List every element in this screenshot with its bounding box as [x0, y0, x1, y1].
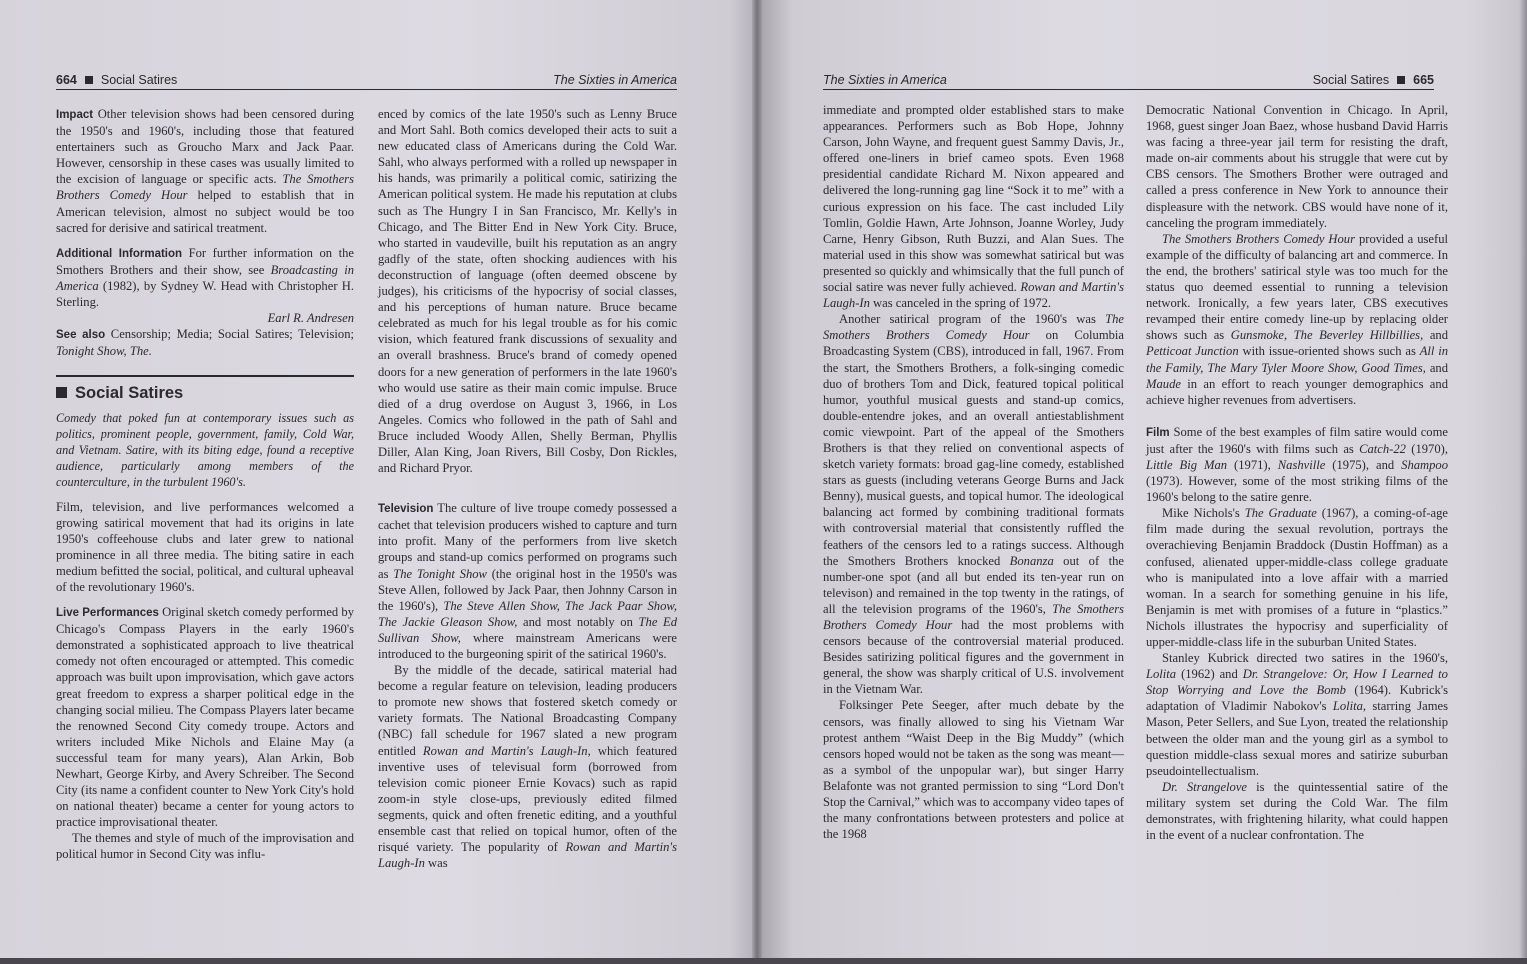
graduate-paragraph: Mike Nichols's The Graduate (1967), a coming-of-age film made during the sexual revolution, portrays the overachieving Benjamin Braddock (Dustin Hoffman) as a confused, alienated upper-middle-class college graduate who is manipulated into a love affair with a married woman. In a search for something genuine in his life, Benjamin is met with promises of a future in “plastics.” Nichols illustrates the hypocrisy and superficiality of upper-middle-class life in the suburban United States.: [1146, 506, 1448, 649]
television-paragraph: Television The culture of live troupe comedy possessed a cachet that television producers wished to capture and turn into profit. Many of the performers from live sketch groups and stand-up comics performed on programs such as The Tonight Show (the original host in the 1950's was Steve Allen, followed by Jack Paar, then Johnny Carson in the 1960's), The Steve Allen Show, The Jack Paar Show, The Jackie Gleason Show, and most notably on The Ed Sullivan Show, where mainstream Americans were introduced to the burgeoning spirit of the satirical 1960's.: [378, 501, 678, 661]
square-bullet-icon: [1397, 76, 1405, 84]
right-header-book-title: The Sixties in America: [823, 73, 947, 87]
comics-paragraph: enced by comics of the late 1950's such as Lenny Bruce and Mort Sahl. Both comics developed their acts to suit a new educated class of Americans during the Cold War. Sahl, who always performed with a rolled up newspaper in his hands, was primarily a political comic, satirizing the American political system. He made his reputation at clubs such as The Hungry I in San Francisco, Mr. Kelly's in Chicago, and The Bitter End in New York City. Bruce, who started in vaudeville, built his reputation as an angry gadfly of the state, often shocking audiences with his deconstruction of language (often deemed obscene by judges), his criticisms of the hypocrisy of social classes, and his perceptions of human nature. Bruce became celebrated as much for his legal trouble as for his comic vision, which featured frank discussions of sexuality and an overall brashness. Bruce's brand of comedy opened doors for a new generation of performers in the late 1960's who would use satire as their main comic impulse. Bruce died of a drug overdose on August 3, 1966, in Los Angeles. Comics who followed in the path of Sahl and Bruce included Woody Allen, Shelly Berman, Phyllis Diller, Alan King, Joan Rivers, Bill Cosby, Don Rickles, and Richard Pryor.: [378, 107, 677, 476]
live-performances-paragraph: Live Performances Original sketch comedy performed by Chicago's Compass Players in the early 1960's demonstrated a sophisticated approach to live theatrical comedy not often encouraged or attempted. This comedic approach was built upon improvisation, which gave actors great freedom to express a sharper political edge in the changing social milieu. The Compass Players later became the renowned Second City comedy troupe. Actors and writers included Mike Nichols and Elaine May (a successful team for many years), Alan Arkin, Bob Newhart, George Kirby, and Avery Schreiber. The Second City (its name a confident counter to New York City's hold on national theater) became a center for young actors to practice improvisational theater.: [56, 605, 354, 830]
mid-decade-paragraph: By the middle of the decade, satirical material had become a regular feature on television, leading producers to promote new shows that fostered sketch comedy or variety formats. The National Broadcasting Company (NBC) fall schedule for 1967 slated a new program entitled Rowan and Martin's Laugh-In, which featured inventive uses of televisual form (borrowed from television comic pioneer Ernie Kovacs) such as rapid zoom-in style close-ups, previously edited filmed segments, quick and often frenetic editing, and a youthful ensemble cast that relied on topical humor, often of the risqué variety. The popularity of Rowan and Martin's Laugh-In was: [378, 663, 678, 871]
author-signature: Earl R. Andresen: [267, 311, 354, 326]
left-header-section: Social Satires: [100, 73, 178, 87]
right-page-number: 665: [1413, 73, 1434, 87]
additional-info-paragraph: Additional Information For further information on the Smothers Brothers and their show, see Broadcasting in America (1982), by Sydney W. Head with Christopher H. Sterling.: [56, 245, 354, 310]
section-summary: Comedy that poked fun at contemporary issues such as politics, prominent people, government, family, Cold War, and Vietnam. Satire, with its biting edge, found a receptive audience, particularly among members of the counterculture, in the turbulent 1960's.: [56, 410, 354, 489]
section-title: Social Satires: [56, 375, 354, 401]
film-paragraph: Film Some of the best examples of film satire would come just after the 1960's with films such as Catch-22 (1970), Little Big Man (1971), Nashville (1975), and Shampoo (1973). However, some of the most striking films of the 1960's belong to the satire genre.: [1146, 424, 1449, 505]
right-column-1: [823, 102, 1124, 842]
left-header-book-title: The Sixties in America: [553, 73, 677, 87]
bottom-edge: [0, 958, 1527, 964]
left-page: [0, 0, 752, 964]
impact-paragraph: Impact Other television shows had been censored during the 1950's and 1960's, including those that featured entertainers such as Groucho Marx and Jack Paar. However, censorship in these cases was usually limited to the excision of language or specific acts. The Smothers Brothers Comedy Hour helped to establish that in American television, almost no subject would be too sacred for derisive and satirical treatment.: [56, 107, 355, 235]
square-bullet-icon: [85, 76, 93, 84]
square-bullet-icon: [56, 387, 67, 398]
see-also-paragraph: See also Censorship; Media; Social Satires; Television; Tonight Show, The.: [56, 327, 354, 359]
convention-paragraph: Democratic National Convention in Chicago. In April, 1968, guest singer Joan Baez, whose husband David Harris was facing a three-year jail term for resisting the draft, made on-air comments about his struggle that were cut by CBS censors. The Smothers Brother were outraged and called a press conference in New York to announce their displeasure with the network. CBS would have none of it, canceling the program immediately.: [1146, 103, 1448, 230]
left-column-2: [378, 106, 677, 871]
right-running-header: [823, 70, 1434, 90]
page-edge-shadow: [1519, 0, 1527, 964]
strangelove-paragraph: Dr. Strangelove is the quintessential satire of the military system set during the Cold War. The film demonstrates, with frightening hilarity, what could happen in the event of a nuclear confrontation. The: [1146, 779, 1448, 843]
smothers-paragraph: Another satirical program of the 1960's was The Smothers Brothers Comedy Hour on Columbia Broadcasting System (CBS), introduced in fall, 1967. From the start, the Smothers Brothers, a folk-singing comedic duo of brothers Tom and Dick, featured topical political humor, youthful musical guests and stand-up comics, double-entendre jokes, and an overall antiestablishment comic viewpoint. Part of the appeal of the Smothers Brothers is that they relied on conventional aspects of sketch variety formats: broad gag-line comedy, established stars as guests (including veterans George Burns and Jack Benny), musical guests, and topical humor. The ideological balancing act formed by combining traditional formats with controversial material that consistently ruffled the feathers of the censors led to a ratings success. Although the Smothers Brothers knocked Bonanza out of the number-one spot (and all but ended its ten-year run on televison) and remained in the top twenty in the ratings, of all the television programs of the 1960's, The Smothers Brothers Comedy Hour had the most problems with censors because of the controversial material produced. Besides satirizing political figures and the government in general, the show was sharply critical of U.S. involvement in the Vietnam War.: [823, 312, 1125, 697]
laugh-in-paragraph: immediate and prompted older established stars to make appearances. Performers such as Bob Hope, Johnny Carson, John Wayne, and frequent guest Sammy Davis, Jr., offered one-liners in brief cameo spots. Even 1968 presidential candidate Richard M. Nixon appeared and delivered the long-running gag line “Sock it to me” with a curious expression on his face. The cast included Lily Tomlin, Goldie Hawn, Arte Johnson, Joanne Worley, Judy Carne, Henry Gibson, Ruth Buzzi, and Alan Sues. The material used in this show was somewhat satirical but was presented so quickly and whimsically that the full punch of social satire was never fully achieved. Rowan and Martin's Laugh-In was canceled in the spring of 1972.: [823, 103, 1125, 311]
art-commerce-paragraph: The Smothers Brothers Comedy Hour provided a useful example of the difficulty of balancing art and commerce. In the end, the brothers' satirical style was too much for the status quo deemed essential to running a television network. Ironically, a few years later, CBS executives revamped their entire comedy line-up by replacing older shows such as Gunsmoke, The Beverley Hillbillies, and Petticoat Junction with issue-oriented shows such as All in the Family, The Mary Tyler Moore Show, Good Times, and Maude in an effort to reach younger demographics and achieve higher revenues from advertisers.: [1146, 231, 1449, 407]
intro-paragraph: Film, television, and live performances welcomed a growing satirical movement that had its origins in late 1950's coffeehouse clubs and later grew to national prominence in all three media. The biting satire in each medium befitted the social, political, and cultural upheaval of the revolutionary 1960's.: [56, 499, 354, 594]
right-page: [762, 0, 1527, 964]
seeger-paragraph: Folksinger Pete Seeger, after much debate by the censors, was finally allowed to sing his Vietnam War protest anthem “Waist Deep in the Big Muddy” (which censors hoped would not be taken as the song was meant—as a symbol of the unpopular war), but singer Harry Belafonte was not granted permission to sing “Lord Don't Stop the Carnival,” which was to accompany video tapes of the many confrontations between protesters and police at the 1968: [823, 698, 1124, 842]
kubrick-paragraph: Stanley Kubrick directed two satires in the 1960's, Lolita (1962) and Dr. Strangelove: Or, How I Learned to Stop Worrying and Love the Bomb (1964). Kubrick's adaptation of Vladimir Nabokov's Lolita, starring James Mason, Peter Sellers, and Sue Lyon, treated the relationship between the older man and the young girl as a symbol to question middle-class sexual mores and satirize suburban pseudointellectualism.: [1146, 651, 1449, 778]
left-column-1: [56, 106, 354, 863]
left-running-header: [56, 70, 677, 90]
themes-paragraph: The themes and style of much of the improvisation and political humor in Second City was influ-: [56, 831, 354, 862]
left-page-number: 664: [56, 73, 77, 87]
right-column-2: [1146, 102, 1448, 843]
right-header-section: Social Satires: [1312, 73, 1390, 87]
book-gutter: [752, 0, 762, 964]
